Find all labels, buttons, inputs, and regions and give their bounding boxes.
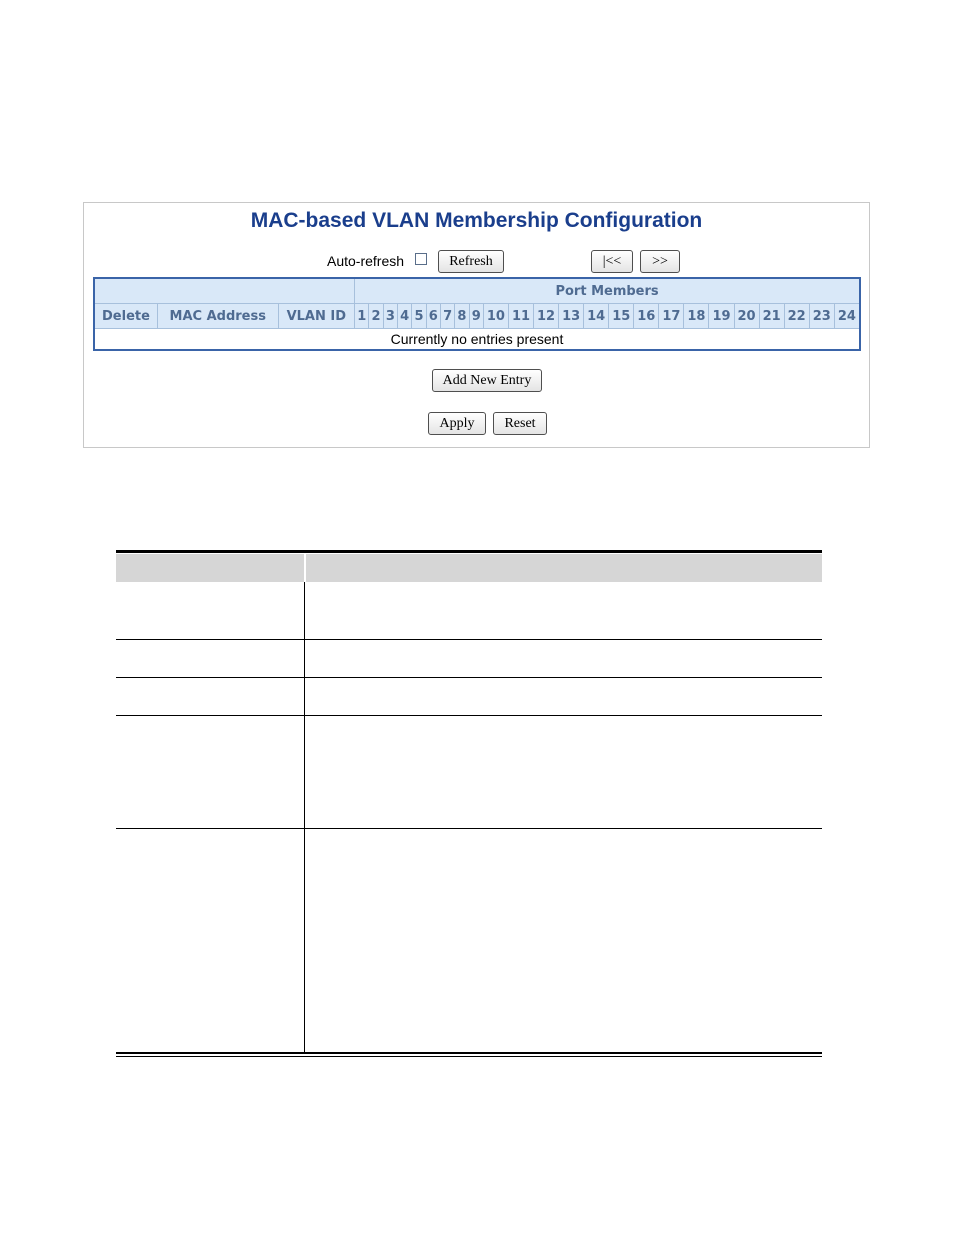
vlan-config-panel xyxy=(83,202,870,448)
port-header-7: 7 xyxy=(440,304,454,329)
port-header-24: 24 xyxy=(834,304,860,329)
port-header-6: 6 xyxy=(426,304,440,329)
table-bottom-rule xyxy=(116,1052,822,1054)
header-object-cell xyxy=(116,554,306,582)
auto-refresh-checkbox[interactable] xyxy=(415,253,427,265)
port-header-18: 18 xyxy=(684,304,709,329)
port-header-3: 3 xyxy=(383,304,397,329)
table-top-rule xyxy=(116,550,822,553)
reset-button[interactable]: Reset xyxy=(493,412,547,435)
row-divider xyxy=(116,677,822,678)
table-empty-row xyxy=(94,329,860,351)
port-header-23: 23 xyxy=(809,304,834,329)
port-header-14: 14 xyxy=(584,304,609,329)
empty-message: Currently no entries present xyxy=(94,329,860,351)
port-header-4: 4 xyxy=(398,304,412,329)
port-header-13: 13 xyxy=(559,304,584,329)
first-page-button[interactable]: |<< xyxy=(591,250,633,273)
port-header-12: 12 xyxy=(534,304,559,329)
page-title: MAC-based VLAN Membership Configuration xyxy=(250,209,703,232)
port-header-15: 15 xyxy=(609,304,634,329)
table-group-header-row xyxy=(94,278,860,304)
port-header-16: 16 xyxy=(634,304,659,329)
apply-button[interactable]: Apply xyxy=(428,412,486,435)
table-column-header-row xyxy=(94,304,860,329)
blank-header-cell xyxy=(94,278,355,304)
port-header-19: 19 xyxy=(709,304,734,329)
table-header-row xyxy=(116,554,822,582)
row-divider xyxy=(116,828,822,829)
port-header-2: 2 xyxy=(369,304,383,329)
port-header-17: 17 xyxy=(659,304,684,329)
port-header-11: 11 xyxy=(508,304,533,329)
row-divider xyxy=(116,639,822,640)
port-header-5: 5 xyxy=(412,304,426,329)
column-header-delete: Delete xyxy=(94,304,157,329)
port-header-20: 20 xyxy=(734,304,759,329)
table-bottom-rule xyxy=(116,1056,822,1057)
add-new-entry-button[interactable]: Add New Entry xyxy=(432,369,542,392)
column-header-vlan-id: VLAN ID xyxy=(278,304,355,329)
port-header-10: 10 xyxy=(483,304,508,329)
row-divider xyxy=(116,715,822,716)
auto-refresh-label: Auto-refresh xyxy=(327,253,405,269)
parameter-description-table xyxy=(116,550,822,1058)
mac-vlan-table xyxy=(93,277,861,351)
port-header-22: 22 xyxy=(784,304,809,329)
column-header-mac-address: MAC Address xyxy=(157,304,278,329)
port-header-9: 9 xyxy=(469,304,483,329)
port-header-8: 8 xyxy=(455,304,469,329)
next-page-button[interactable]: >> xyxy=(640,250,680,273)
port-members-header: Port Members xyxy=(355,278,860,304)
port-header-21: 21 xyxy=(759,304,784,329)
refresh-button[interactable]: Refresh xyxy=(438,250,504,273)
port-header-1: 1 xyxy=(355,304,369,329)
column-divider xyxy=(304,582,305,1052)
